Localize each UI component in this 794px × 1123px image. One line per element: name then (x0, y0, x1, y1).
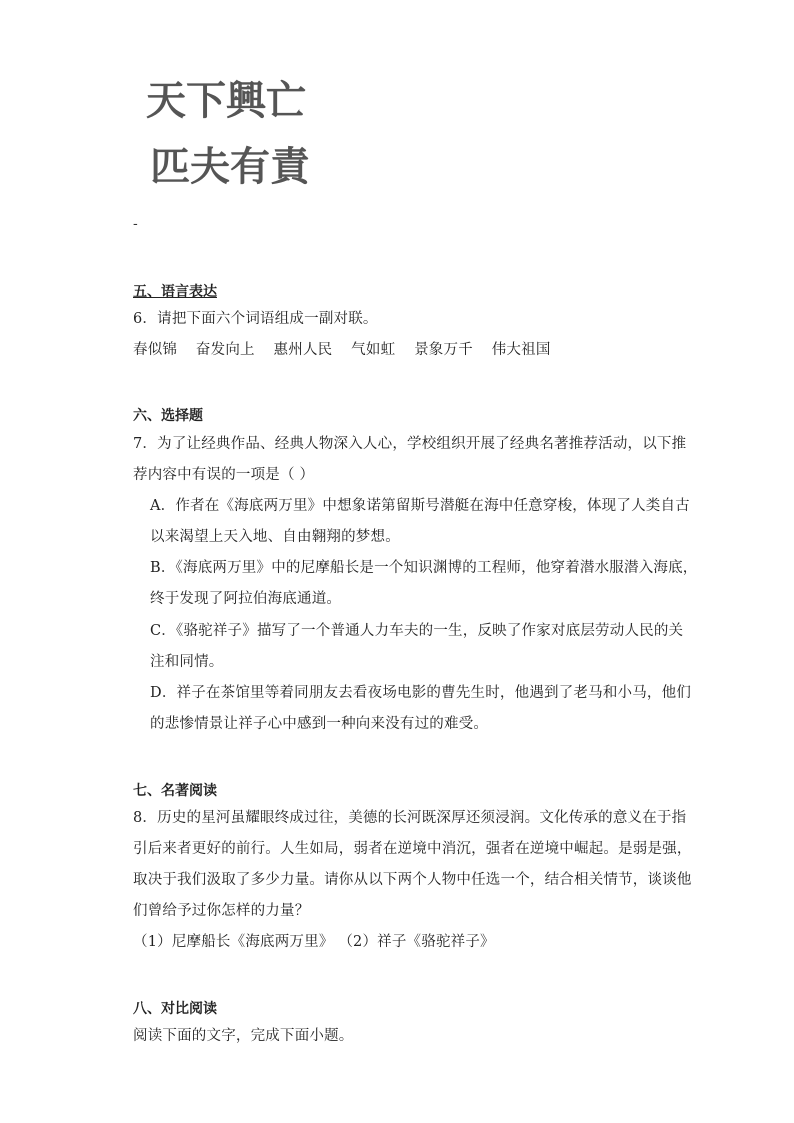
option-b-line-1: B．《海底两万里》中的尼摩船长是一个知识渊博的工程师，他穿着潜水服潜入海底， (150, 560, 698, 576)
question-8-line-2: 引后来者更好的前行。人生如局，弱者在逆境中消沉，强者在逆境中崛起。是弱是强， (133, 841, 692, 857)
question-8-line-1: 8．历史的星河虽耀眼终成过往，美德的长河既深厚还须浸润。文化传承的意义在于指 (133, 810, 687, 826)
option-b-line-2: 终于发现了阿拉伯海底通道。 (150, 591, 342, 607)
option-d-line-1: D．祥子在茶馆里等着同朋友去看夜场电影的曹先生时，他遇到了老马和小马，他们 (150, 685, 692, 701)
word-2: 奋发向上 (195, 342, 255, 358)
section-5-title: 五、语言表达 (133, 284, 217, 300)
question-8-line-4: 们曾给予过你怎样的力量？ (133, 903, 310, 919)
option-a-line-1: A．作者在《海底两万里》中想象诺第留斯号潜艇在海中任意穿梭，体现了人类自古 (150, 498, 690, 514)
calligraphy-line-2: 匹夫有責 (150, 143, 310, 190)
question-8-line-3: 取决于我们汲取了多少力量。请你从以下两个人物中任选一个，结合相关情节，谈谈他 (133, 872, 692, 888)
word-4: 气如虹 (351, 342, 396, 358)
question-6: 6．请把下面六个词语组成一副对联。 (133, 311, 378, 327)
calligraphy-line-1: 天下興亡 (146, 77, 306, 124)
calligraphy-image (146, 74, 336, 194)
option-c-line-2: 注和同情。 (150, 654, 224, 670)
question-7-line-1: 7．为了让经典作品、经典人物深入人心，学校组织开展了经典名著推荐活动，以下推 (133, 436, 687, 452)
section-7-title: 七、名著阅读 (133, 783, 217, 799)
section-6-title: 六、选择题 (133, 408, 203, 424)
section-8-title: 八、对比阅读 (133, 1001, 217, 1017)
option-c-line-1: C．《骆驼祥子》描写了一个普通人力车夫的一生，反映了作家对底层劳动人民的关 (150, 623, 684, 639)
word-6: 伟大祖国 (491, 342, 551, 358)
word-3: 惠州人民 (273, 342, 333, 358)
option-d-line-2: 的悲惨情景让祥子心中感到一种向来没有过的难受。 (150, 716, 489, 732)
reading-intro: 阅读下面的文字，完成下面小题。 (133, 1028, 354, 1044)
option-a-line-2: 以来渴望上天入地、自由翱翔的梦想。 (150, 529, 400, 545)
word-list (133, 338, 565, 359)
question-8-options: （1）尼摩船长《海底两万里》 （2）祥子《骆驼祥子》 (133, 934, 495, 950)
question-7-line-2: 荐内容中有误的一项是（ ） (133, 467, 315, 483)
word-5: 景象万千 (414, 342, 473, 358)
separator-dash: - (133, 216, 138, 232)
word-1: 春似锦 (133, 342, 178, 358)
